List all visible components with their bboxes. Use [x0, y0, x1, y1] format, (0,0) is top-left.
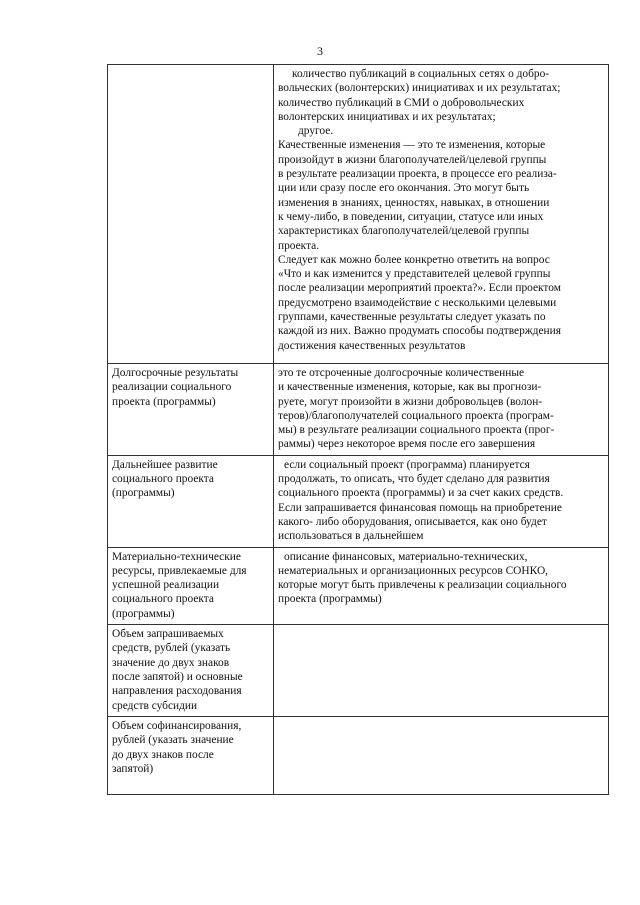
field-label-line: Объем софинансирования, [112, 720, 242, 733]
requested-funds-value-cell[interactable] [274, 625, 609, 717]
field-label-cell [108, 717, 274, 795]
text-line: какого- либо оборудования, описывается, как оно будет [278, 515, 547, 528]
text-line: произойдут в жизни благополучателей/целевой группы [278, 153, 547, 166]
text-line: в результате реализации проекта, в процессе его реализа- [278, 168, 557, 181]
text-line: это те отсроченные долгосрочные количественные [278, 367, 525, 379]
text-line: достижения качественных результатов [278, 339, 466, 352]
table-row [108, 65, 609, 364]
text-line: вольческих (волонтерских) инициативах и их результатах; [278, 82, 561, 95]
text-line: Качественные изменения — это те изменения, которые [278, 139, 546, 152]
text-line: раммы) через некоторое время после его завершения [278, 438, 536, 451]
field-label-line: социального проекта [112, 593, 214, 606]
field-label-line: успешной реализации [112, 579, 220, 592]
field-label-line: социального проекта [112, 473, 214, 486]
field-label-cell [108, 65, 274, 364]
table-row [108, 717, 609, 795]
text-line: Следует как можно более конкретно ответить на вопрос [278, 253, 550, 266]
text-line: Если запрашивается финансовая помощь на приобретение [278, 501, 562, 514]
field-label-cell [108, 547, 274, 624]
field-description-cell [274, 65, 609, 364]
text-line: если социальный проект (программа) планируется [284, 458, 530, 471]
text-line: изменения в знаниях, ценностях, навыках, в отношении [278, 196, 550, 209]
field-label-line: (программы) [112, 607, 175, 620]
text-line: ции или сразу после его окончания. Это могут быть [278, 182, 530, 195]
field-label-line: направления расходования [112, 685, 242, 698]
field-label-line: реализации социального [112, 381, 232, 394]
field-description-cell [274, 455, 609, 547]
text-line: продолжать, то описать, что будет сделано для развития [278, 473, 550, 486]
field-label-line: средств субсидии [112, 699, 198, 712]
text-line: и качественные изменения, которые, как вы прогнози- [278, 381, 542, 394]
text-line: волонтерских инициативах и их результатах; [278, 110, 496, 123]
field-label-line: после запятой) и основные [112, 670, 243, 683]
field-description-cell [274, 364, 609, 456]
field-label-line: Объем запрашиваемых [112, 628, 224, 641]
field-label-cell [108, 625, 274, 717]
field-label-line: средств, рублей (указать [112, 642, 231, 655]
field-label-line: рублей (указать значение [112, 734, 234, 747]
text-line: описание финансовых, материально-технических, [284, 550, 528, 563]
field-label-line: проекта (программы) [112, 395, 216, 408]
text-line: другое. [298, 125, 334, 138]
text-line: каждой из них. Важно продумать способы подтверждения [278, 325, 561, 338]
field-label-cell [108, 364, 274, 456]
table-row [108, 625, 609, 717]
text-line: характеристиках благополучателей/целевой группы [278, 225, 530, 238]
table-row [108, 455, 609, 547]
text-line: нематериальных и организационных ресурсов СОНКО, [278, 564, 549, 577]
text-line: проекта (программы) [278, 593, 382, 606]
text-line: проекта. [278, 239, 320, 252]
table-row [108, 364, 609, 456]
text-line: социального проекта (программы) и за счет каких средств. [278, 487, 564, 500]
field-label-line: до двух знаков после [112, 748, 214, 761]
text-line: группами, качественные результаты следует указать по [278, 311, 546, 324]
text-line: использоваться в дальнейшем [278, 530, 424, 543]
text-line: количество публикаций в социальных сетях о добро- [292, 68, 550, 80]
field-label-line: ресурсы, привлекаемые для [112, 564, 247, 577]
field-label-line: Материально-технические [112, 550, 241, 563]
field-label-line: Дальнейшее развитие [112, 458, 218, 471]
text-line: мы) в результате реализации социального проекта (прог- [278, 424, 555, 437]
text-line: предусмотрено взаимодействие с несколькими целевыми [278, 296, 557, 309]
text-line: «Что и как изменится у представителей целевой группы [278, 268, 551, 281]
field-label-cell [108, 455, 274, 547]
cofinancing-value-cell[interactable] [274, 717, 609, 795]
field-label-line: значение до двух знаков [112, 656, 230, 669]
field-label-line: Долгосрочные результаты [112, 367, 239, 379]
text-line: руете, могут произойти в жизни добровольцев (волон- [278, 395, 543, 408]
field-label-line: запятой) [112, 762, 154, 775]
text-line: теров)/благополучателей социального проекта (програм- [278, 409, 554, 422]
field-description-cell [274, 547, 609, 624]
page-number: 3 [317, 44, 323, 58]
table-row [108, 547, 609, 624]
application-form-table [107, 64, 609, 795]
text-line: к чему-либо, в поведении, ситуации, статусе или иных [278, 210, 544, 223]
text-line: количество публикаций в СМИ о добровольческих [278, 96, 525, 109]
text-line: после реализации мероприятий проекта?». Если проектом [278, 282, 561, 295]
text-line: которые могут быть привлечены к реализации социального [278, 579, 567, 592]
field-label-line: (программы) [112, 487, 175, 500]
